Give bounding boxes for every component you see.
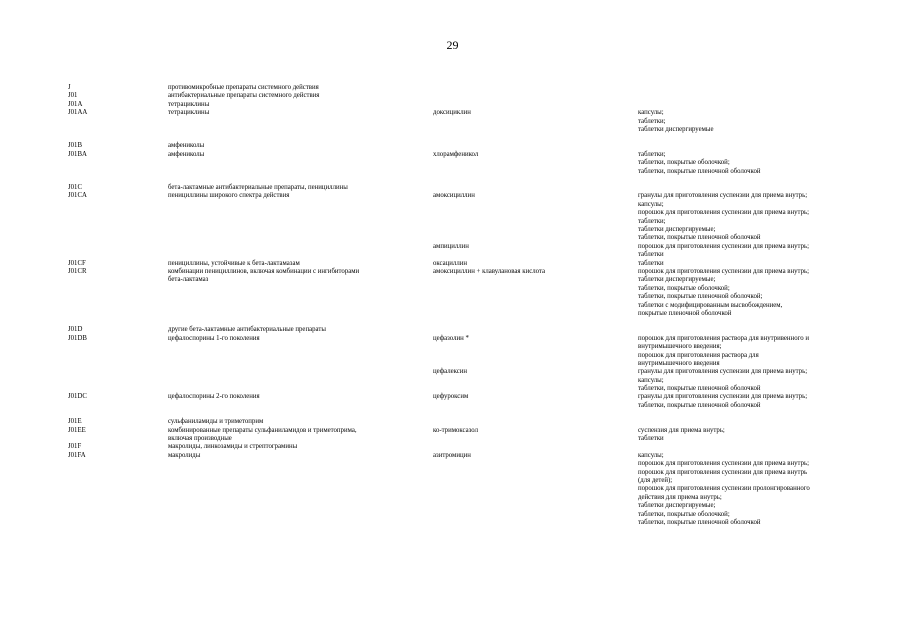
anatomical-therapeutic-group [168,393,420,401]
dosage-form-line: таблетки диспергируемые; [638,276,716,284]
dosage-forms [638,151,870,176]
dosage-form-line: капсулы; [638,451,664,459]
dosage-form-line: таблетки [638,259,664,267]
table-row [68,268,868,318]
dosage-form-line: (для детей); [638,477,673,485]
dosage-form-line: таблетки [638,435,664,443]
atc-code: J01CF [68,259,86,267]
table-row [68,84,868,92]
anatomical-therapeutic-group [168,84,420,92]
anatomical-therapeutic-group [168,443,420,451]
drug-name: азитромицин [433,451,471,459]
dosage-form-line: таблетки, покрытые оболочкой; [638,284,730,292]
atc-code: J01 [68,92,78,100]
drug-name: цефалексин [433,368,468,376]
anatomical-therapeutic-group [168,326,420,334]
dosage-forms [638,368,870,393]
anatomical-therapeutic-group [168,452,420,460]
group-text-line: включая производные [168,435,232,443]
dosage-forms [638,268,870,318]
dosage-form-line: порошок для приготовления суспензии для приема внутрь; [638,460,809,468]
row-group [68,326,868,410]
dosage-form-line: таблетки, покрытые оболочкой; [638,159,730,167]
table-row [68,427,868,444]
table-row [68,92,868,100]
table-row [68,326,868,334]
table-row [68,335,868,369]
anatomical-therapeutic-group [168,192,420,200]
group-text-line: амфениколы [168,142,205,150]
group-text-line: тетрациклины [168,109,210,117]
dosage-form-line: внутримышечного введения [638,359,720,367]
table-row [68,151,868,176]
dosage-form-line: таблетки диспергируемые; [638,502,716,510]
group-text-line: макролиды, линкозамиды и стрептограмины [168,443,298,451]
dosage-form-line: таблетки; [638,117,666,125]
group-text-line: сульфаниламиды и триметоприм [168,418,264,426]
group-text-line: антибактериальные препараты системного действия [168,92,320,100]
group-text-line: тетрациклины [168,100,210,108]
dosage-form-line: капсулы; [638,109,664,117]
table-row [68,443,868,451]
dosage-form-line: таблетки; [638,217,666,225]
atc-code: J01EE [68,426,86,434]
table-row [68,393,868,410]
atc-code: J01DB [68,334,87,342]
dosage-forms [638,393,870,410]
dosage-form-line: суспензия для приема внутрь; [638,426,725,434]
dosage-form-line: таблетки; [638,150,666,158]
dosage-form-line: таблетки с модифицированным высвобождением, [638,301,783,309]
dosage-form-line: таблетки диспергируемые [638,125,714,133]
group-text-line: цефалоспорины 1-го поколения [168,334,260,342]
dosage-form-line: внутримышечного введения; [638,343,722,351]
dosage-form-line: таблетки, покрытые оболочкой; [638,510,730,518]
dosage-form-line: таблетки диспергируемые; [638,225,716,233]
group-text-line: бета-лактамные антибактериальные препараты, пенициллины [168,183,348,191]
drug-name: цефазолин * [433,334,469,342]
dosage-form-line: порошок для приготовления суспензии для приема внутрь; [638,242,809,250]
dosage-form-line: порошок для приготовления суспензии для приема внутрь [638,468,808,476]
atc-code: J01DC [68,393,87,401]
atc-code: J01D [68,326,83,334]
table-row [68,101,868,109]
dosage-forms [638,335,870,369]
atc-code: J [68,84,71,91]
dosage-form-line: таблетки, покрытые пленочной оболочкой; [638,293,763,301]
dosage-form-line: порошок для приготовления суспензии для приема внутрь; [638,209,809,217]
page-number: 29 [446,38,459,52]
drug-name: доксициклин [433,109,471,117]
table-row [68,418,868,426]
atc-code: J01FA [68,451,86,459]
dosage-forms [638,109,870,134]
group-text-line: бета-лактамаз [168,276,209,284]
dosage-form-line: таблетки [638,251,664,259]
group-text-line: другие бета-лактамные антибактериальные препараты [168,326,326,334]
drug-name: цефуроксим [433,393,469,401]
row-group [68,142,868,176]
row-group [68,184,868,318]
row-group [68,418,868,527]
group-text-line: пенициллины, устойчивые к бета-лактамазам [168,259,300,267]
anatomical-therapeutic-group [168,151,420,159]
table-row [68,184,868,192]
atc-code: J01F [68,443,82,451]
dosage-form-line: капсулы; [638,376,664,384]
atc-code: J01B [68,142,82,150]
dosage-form-line: таблетки, покрытые пленочной оболочкой [638,234,761,242]
group-text-line: противомикробные препараты системного действия [168,84,319,91]
group-text-line: цефалоспорины 2-го поколения [168,393,260,401]
anatomical-therapeutic-group [168,418,420,426]
anatomical-therapeutic-group [168,101,420,109]
atc-code: J01E [68,418,82,426]
group-text-line: макролиды [168,451,201,459]
anatomical-therapeutic-group [168,92,420,100]
table-row [68,368,868,393]
group-text-line: пенициллины широкого спектра действия [168,192,290,200]
dosage-form-line: порошок для приготовления раствора для внутривенного и [638,334,809,342]
dosage-forms [638,243,870,260]
drug-name: амоксициллин [433,192,475,200]
dosage-form-line: гранулы для приготовления суспензии для приема внутрь; [638,192,808,200]
anatomical-therapeutic-group [168,335,420,343]
atc-code: J01A [68,100,83,108]
atc-code: J01C [68,183,82,191]
dosage-forms [638,192,870,242]
dosage-form-line: покрытые пленочной оболочкой [638,309,732,317]
group-text-line: комбинированные препараты сульфаниламидов и триметоприма, [168,426,357,434]
anatomical-therapeutic-group [168,427,420,444]
anatomical-therapeutic-group [168,184,420,192]
table-row [68,260,868,268]
atc-code: J01CR [68,267,87,275]
dosage-forms [638,427,870,444]
dosage-form-line: таблетки, покрытые пленочной оболочкой [638,167,761,175]
drug-name: хлорамфеникол [433,150,479,158]
group-text-line: комбинации пенициллинов, включая комбинации с ингибиторами [168,267,360,275]
group-text-line: амфениколы [168,150,205,158]
table-row [68,243,868,260]
dosage-form-line: таблетки, покрытые пленочной оболочкой [638,385,761,393]
dosage-forms [638,260,870,268]
dosage-form-line: действия для приема внутрь; [638,493,722,501]
drug-name: ко-тримоксазол [433,426,479,434]
atc-code: J01AA [68,109,88,117]
dosage-form-line: гранулы для приготовления суспензии для приема внутрь; [638,368,808,376]
anatomical-therapeutic-group [168,142,420,150]
atc-code: J01CA [68,192,87,200]
anatomical-therapeutic-group [168,268,420,285]
dosage-form-line: порошок для приготовления суспензии для приема внутрь; [638,267,809,275]
dosage-form-line: таблетки, покрытые пленочной оболочкой [638,519,761,527]
table-row [68,142,868,150]
drug-name: оксациллин [433,259,467,267]
dosage-form-line: порошок для приготовления раствора для [638,351,759,359]
drug-name: амоксициллин + клавулановая кислота [433,267,545,275]
row-group [68,84,868,134]
drug-name: ампициллин [433,242,469,250]
atc-code: J01BA [68,150,87,158]
dosage-forms [638,452,870,528]
table-row [68,192,868,242]
dosage-form-line: капсулы; [638,200,664,208]
dosage-form-line: гранулы для приготовления суспензии для приема внутрь; [638,393,808,401]
anatomical-therapeutic-group [168,109,420,117]
dosage-form-line: таблетки, покрытые пленочной оболочкой [638,401,761,409]
dosage-form-line: порошок для приготовления суспензии пролонгированного [638,485,810,493]
table-row [68,109,868,134]
drug-classification-table [68,84,868,535]
table-row [68,452,868,528]
anatomical-therapeutic-group [168,260,420,268]
